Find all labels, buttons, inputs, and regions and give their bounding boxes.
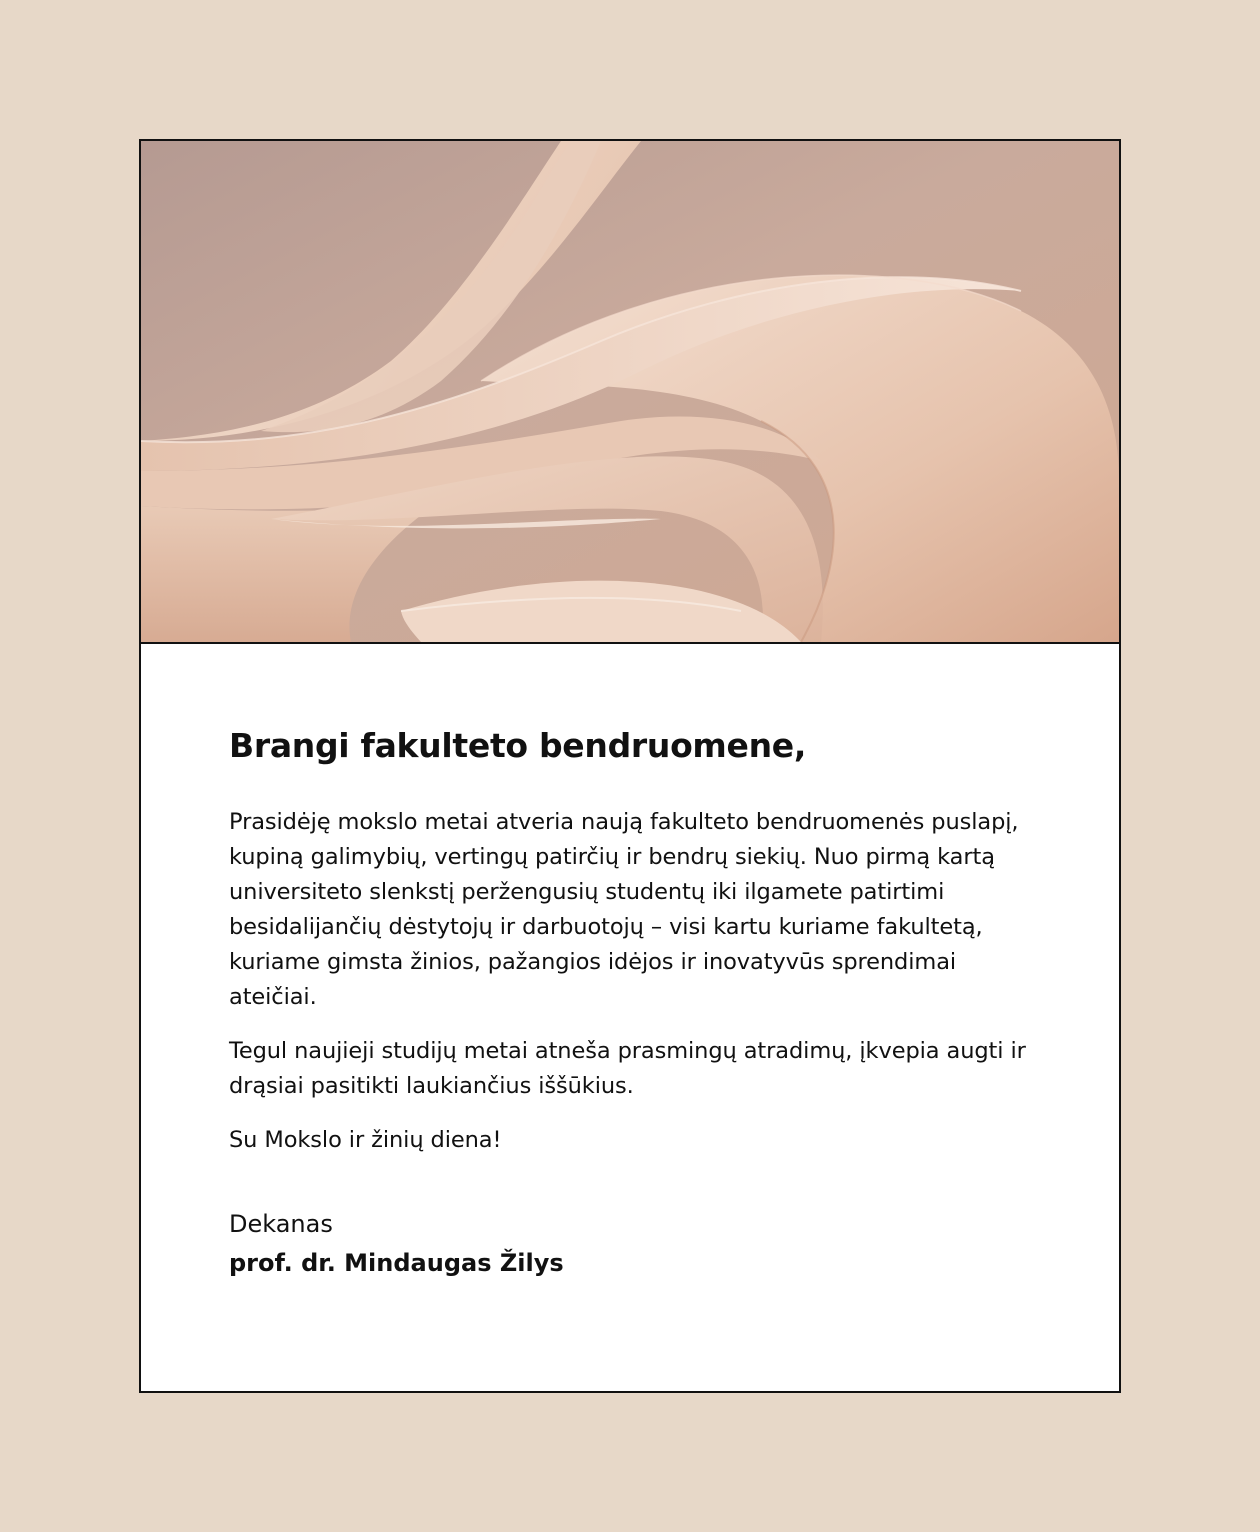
- signature-name: prof. dr. Mindaugas Žilys: [229, 1248, 564, 1277]
- letter-card: [139, 139, 1121, 1393]
- signature-block: [229, 1205, 1049, 1283]
- greeting-heading: Brangi fakulteto bendruomene,: [229, 726, 807, 765]
- letter-content: [229, 726, 1049, 1283]
- signature-title: Dekanas: [229, 1209, 333, 1238]
- paragraph-wishes: Tegul naujieji studijų metai atneša prasmingų atradimų, įkvepia augti ir drąsiai pasitikti laukiančius iššūkius.: [229, 1037, 1026, 1099]
- paragraph-intro: Prasidėję mokslo metai atveria naują fakulteto bendruomenės puslapį, kupiną galimybių, vertingų patirčių ir bendrų siekių. Nuo pirmą kartą universiteto slenkstį peržengusių studentų iki ilgamete patirtimi besidalijančių dėstytojų ir darbuotojų – visi kartu kuriame fakultetą, kuriame gimsta žinios, pažangios idėjos ir inovatyvūs sprendimai ateičiai.: [229, 808, 1019, 1010]
- abstract-waves-illustration: [141, 141, 1119, 642]
- paragraph-congratulation: Su Mokslo ir žinių diena!: [229, 1126, 502, 1153]
- hero-image: [141, 141, 1119, 644]
